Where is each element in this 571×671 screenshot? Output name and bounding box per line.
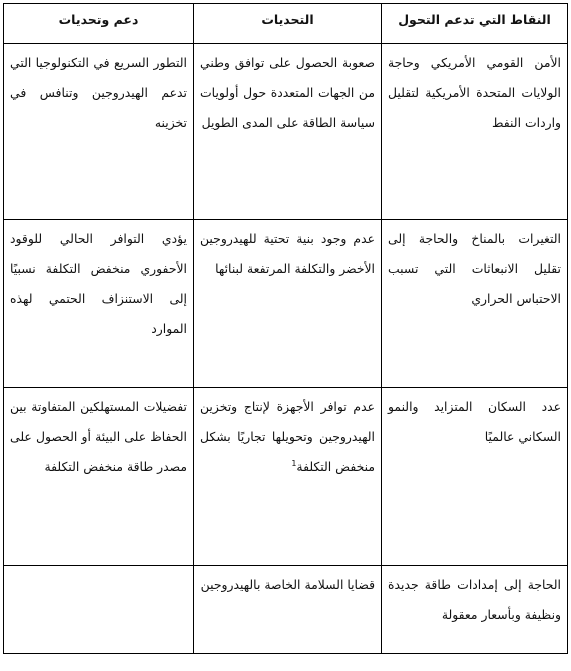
challenge-text: عدم توافر الأجهزة لإنتاج وتخزين الهيدروجين وتحويلها تجاريًا بشكل منخفض التكلفة [200, 399, 375, 474]
mixed-cell: يؤدي التوافر الحالي للوقود الأحفوري منخفض التكلفة نسبيًا إلى الاستنزاف الحتمي لهذه الموارد [4, 220, 194, 388]
table-row [4, 44, 568, 220]
support-cell: عدد السكان المتزايد والنمو السكاني عالميًا [382, 388, 568, 566]
challenge-cell: صعوبة الحصول على توافق وطني من الجهات المتعددة حول أولويات سياسة الطاقة على المدى الطويل [194, 44, 382, 220]
challenge-cell: قضايا السلامة الخاصة بالهيدروجين [194, 566, 382, 654]
mixed-cell [4, 566, 194, 654]
challenge-cell [194, 388, 382, 566]
support-cell: الأمن القومي الأمريكي وحاجة الولايات المتحدة الأمريكية لتقليل واردات النفط [382, 44, 568, 220]
mixed-cell: التطور السريع في التكنولوجيا التي تدعم الهيدروجين وتنافس في تخزينه [4, 44, 194, 220]
table-row [4, 388, 568, 566]
header-supporting-points: النقاط التي تدعم التحول [382, 4, 568, 44]
support-cell: التغيرات بالمناخ والحاجة إلى تقليل الانبعاثات التي تسبب الاحتباس الحراري [382, 220, 568, 388]
table-row [4, 566, 568, 654]
challenge-cell: عدم وجود بنية تحتية للهيدروجين الأخضر والتكلفة المرتفعة لبنائها [194, 220, 382, 388]
mixed-cell: تفضيلات المستهلكين المتفاوتة بين الحفاظ على البيئة أو الحصول على مصدر طاقة منخفض التكلفة [4, 388, 194, 566]
header-row [4, 4, 568, 44]
header-challenges: التحديات [194, 4, 382, 44]
hydrogen-transition-table [3, 3, 568, 654]
table-row [4, 220, 568, 388]
support-cell: الحاجة إلى إمدادات طاقة جديدة ونظيفة وبأسعار معقولة [382, 566, 568, 654]
footnote-marker: 1 [291, 458, 297, 468]
header-support-and-challenges: دعم وتحديات [4, 4, 194, 44]
